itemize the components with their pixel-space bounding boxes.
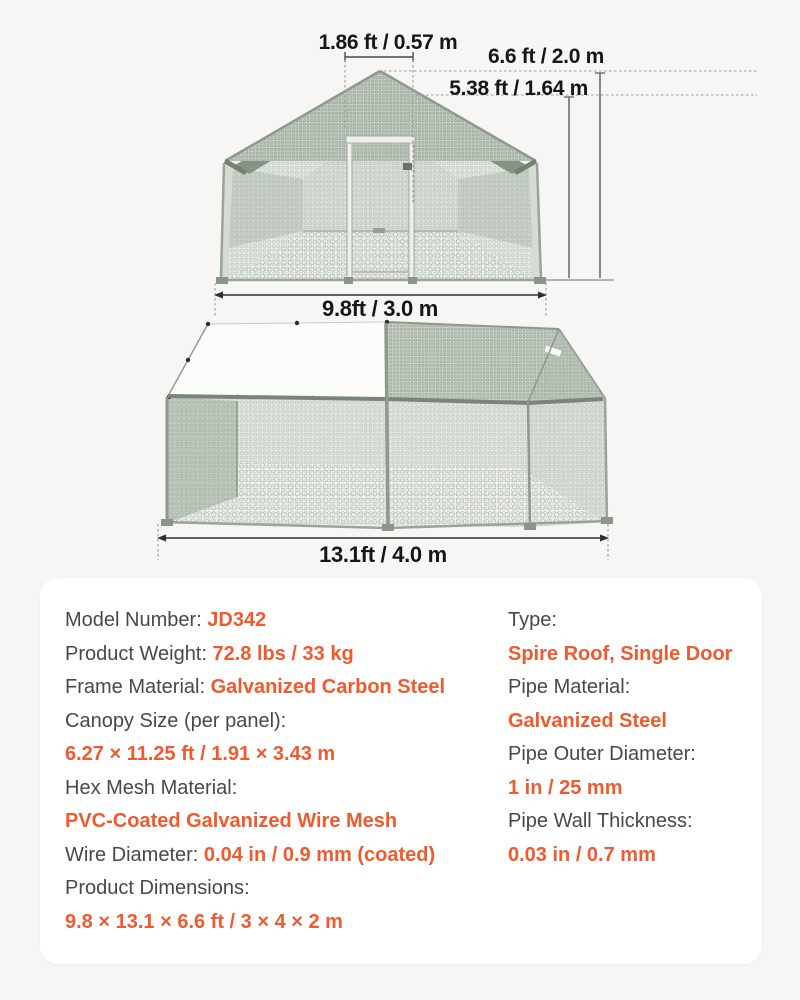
- spec-label: Frame Material:: [65, 676, 211, 698]
- spec-value: 0.04 in / 0.9 mm (coated): [203, 843, 436, 866]
- spec-value: PVC-Coated Galvanized Wire Mesh: [65, 810, 398, 832]
- canopy: [167, 320, 389, 401]
- spec-label: Product Dimensions:: [65, 877, 250, 899]
- spec-column-right: [508, 604, 753, 872]
- dim-label-door-width: 1.86 ft / 0.57 m: [318, 31, 458, 54]
- front-view-diagram: [216, 71, 546, 284]
- spec-label: Product Weight:: [65, 642, 213, 665]
- spec-label: Pipe Wall Thickness:: [508, 810, 693, 832]
- spec-row-pipe-diameter-value: [508, 772, 753, 806]
- spec-row-frame-material: [65, 671, 500, 705]
- spec-row-mesh-material-label: [65, 772, 500, 806]
- spec-row-mesh-material-value: [65, 805, 500, 839]
- spec-row-pipe-material-value: [508, 705, 753, 739]
- spec-row-wire-diameter: [65, 839, 500, 873]
- spec-value: 6.27 × 11.25 ft / 1.91 × 3.43 m: [65, 743, 336, 765]
- spec-label: Pipe Material:: [508, 676, 631, 698]
- spec-card: [40, 578, 762, 964]
- spec-label: Wire Diameter:: [65, 843, 204, 866]
- spec-row-pipe-material-label: [508, 671, 753, 705]
- spec-value: JD342: [207, 609, 267, 631]
- spec-row-pipe-thickness-label: [508, 805, 753, 839]
- spec-value: Galvanized Steel: [508, 709, 667, 732]
- spec-row-pipe-diameter-label: [508, 738, 753, 772]
- spec-row-type-label: [508, 604, 753, 638]
- spec-value: Galvanized Carbon Steel: [210, 676, 446, 698]
- spec-row-canopy-size-value: [65, 738, 500, 772]
- spec-label: Type:: [508, 609, 557, 631]
- dim-label-eave-height: 5.38 ft / 1.64 m: [449, 77, 588, 100]
- spec-value: 1 in / 25 mm: [508, 776, 623, 799]
- door-hinge: [373, 228, 385, 233]
- spec-row-model: [65, 604, 500, 638]
- spec-row-pipe-thickness-value: [508, 839, 753, 873]
- dim-label-total-height: 6.6 ft / 2.0 m: [487, 45, 604, 68]
- spec-value: Spire Roof, Single Door: [508, 642, 733, 665]
- spec-label: Model Number:: [65, 609, 208, 631]
- spec-row-type-value: [508, 638, 753, 672]
- spec-column-left: [65, 604, 500, 939]
- spec-row-weight: [65, 638, 500, 672]
- spec-row-canopy-size-label: [65, 705, 500, 739]
- center-post: [386, 323, 388, 527]
- spec-row-dimensions-label: [65, 872, 500, 906]
- spec-value: 9.8 × 13.1 × 6.6 ft / 3 × 4 × 2 m: [65, 910, 343, 933]
- spec-label: Pipe Outer Diameter:: [508, 743, 696, 765]
- dim-label-length: 13.1ft / 4.0 m: [319, 542, 447, 567]
- spec-label: Canopy Size (per panel):: [65, 709, 287, 732]
- side-view-diagram: [161, 320, 613, 531]
- door-latch: [403, 163, 412, 170]
- spec-value: 72.8 lbs / 33 kg: [212, 642, 354, 665]
- spec-label: Hex Mesh Material:: [65, 776, 238, 799]
- spec-value: 0.03 in / 0.7 mm: [508, 843, 656, 866]
- dim-label-base-width: 9.8ft / 3.0 m: [322, 296, 438, 321]
- spec-row-dimensions-value: [65, 906, 500, 940]
